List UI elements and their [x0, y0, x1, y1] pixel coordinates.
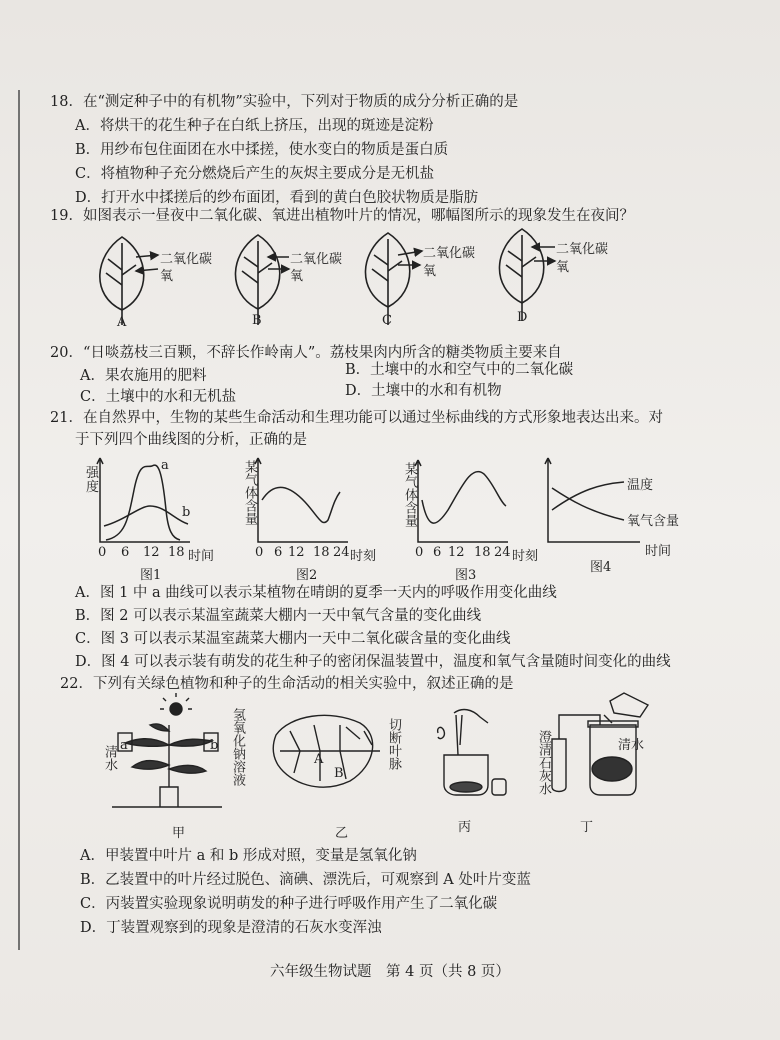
graph-3-ylabel: 某气体含量 — [402, 462, 417, 527]
jia-leaf-a-label: a — [120, 738, 128, 753]
q22-option-a: A．甲装置中叶片 a 和 b 形成对照，变量是氢氧化钠 — [80, 848, 417, 864]
graph-4-temperature-label: 温度 — [627, 478, 654, 493]
apparatus-jia — [112, 693, 222, 807]
graph-2-caption: 图2 — [296, 568, 318, 583]
graph-3-tick-0: 0 — [415, 545, 424, 560]
graph-4-oxygen-label: 氧气含量 — [627, 514, 680, 529]
graph-1-ylabel-2: 度 — [86, 480, 100, 495]
graph-2 — [255, 458, 348, 542]
leaf-d — [499, 229, 555, 321]
leaf-a-caption: A — [117, 315, 127, 330]
leaf-a-co2-label: 二氧化碳 — [160, 252, 213, 267]
leaf-b-caption: B — [252, 313, 262, 328]
q21-option-c: C．图 3 可以表示某温室蔬菜大棚内一天中二氧化碳含量的变化曲线 — [75, 631, 511, 647]
leaf-c-co2-label: 二氧化碳 — [423, 246, 476, 261]
graph-2-tick-12: 12 — [288, 545, 305, 560]
leaf-c — [365, 233, 422, 325]
q20-stem: 20．“日啖荔枝三百颗，不辞长作岭南人”。荔枝果肉内所含的糖类物质主要来自 — [50, 345, 562, 361]
q20-option-c: C．土壤中的水和无机盐 — [80, 389, 237, 405]
bing-caption: 丙 — [458, 820, 472, 835]
graph-1-tick-12: 12 — [143, 545, 160, 560]
q18-option-d: D．打开水中揉搓后的纱布面团，看到的黄白色胶状物质是脂肪 — [75, 190, 479, 206]
q20-option-a: A．果农施用的肥料 — [80, 368, 207, 384]
yi-point-a-label: A — [314, 752, 324, 767]
q22-option-d: D．丁装置观察到的现象是澄清的石灰水变浑浊 — [80, 920, 382, 936]
graph-3 — [415, 460, 508, 542]
graph-3-tick-24: 24 — [494, 545, 511, 560]
leaf-c-o2-label: 氧 — [423, 264, 437, 279]
jia-leaf-b-label: b — [210, 738, 219, 753]
q20-option-b: B．土壤中的水和空气中的二氧化碳 — [345, 362, 574, 378]
ding-lime-water-label: 澄清石灰水 — [536, 730, 551, 795]
graph-2-tick-18: 18 — [313, 545, 330, 560]
leaf-a — [100, 237, 158, 325]
q18-option-a: A．将烘干的花生种子在白纸上挤压，出现的斑迹是淀粉 — [75, 118, 434, 134]
graph-2-tick-6: 6 — [274, 545, 283, 560]
graph-1-curve-b-label: b — [182, 505, 191, 520]
apparatus-bing — [438, 710, 506, 795]
graph-4-caption: 图4 — [590, 560, 612, 575]
leaf-d-o2-label: 氧 — [556, 260, 570, 275]
page-footer: 六年级生物试题 第 4 页（共 8 页） — [270, 964, 510, 980]
q21-option-b: B．图 2 可以表示某温室蔬菜大棚内一天中氧气含量的变化曲线 — [75, 608, 482, 624]
ding-caption: 丁 — [580, 820, 594, 835]
graph-1-tick-18: 18 — [168, 545, 185, 560]
q22-option-c: C．丙装置实验现象说明萌发的种子进行呼吸作用产生了二氧化碳 — [80, 896, 498, 912]
graph-3-tick-18: 18 — [474, 545, 491, 560]
graph-3-caption: 图3 — [455, 568, 477, 583]
leaf-c-caption: C — [382, 313, 392, 328]
leaf-b-co2-label: 二氧化碳 — [290, 252, 343, 267]
q18-stem: 18．在“测定种子中的有机物”实验中，下列对于物质的成分分析正确的是 — [50, 94, 519, 110]
graph-2-xlabel: 时刻 — [350, 549, 377, 564]
q21-stem-line2: 于下列四个曲线图的分析，正确的是 — [75, 432, 307, 448]
yi-point-b-label: B — [334, 766, 344, 781]
graph-2-tick-24: 24 — [333, 545, 350, 560]
leaf-b-o2-label: 氧 — [290, 269, 304, 284]
graph-3-tick-6: 6 — [433, 545, 442, 560]
q20-option-d: D．土壤中的水和有机物 — [345, 383, 502, 399]
graph-1-curve-a-label: a — [161, 458, 169, 473]
graph-1-xlabel: 时间 — [188, 549, 215, 564]
q21-option-d: D．图 4 可以表示装有萌发的花生种子的密闭保温装置中，温度和氧气含量随时间变化的曲线 — [75, 654, 671, 670]
graph-3-xlabel: 时刻 — [512, 549, 539, 564]
graph-4 — [545, 458, 640, 542]
q22-stem: 22．下列有关绿色植物和种子的生命活动的相关实验中，叙述正确的是 — [60, 676, 514, 692]
graph-1-caption: 图1 — [140, 568, 162, 583]
q19-stem: 19．如图表示一昼夜中二氧化碳、氧进出植物叶片的情况，哪幅图所示的现象发生在夜间？ — [50, 208, 634, 224]
q18-option-b: B．用纱布包住面团在水中揉搓，使水变白的物质是蛋白质 — [75, 142, 449, 158]
leaf-d-co2-label: 二氧化碳 — [556, 242, 609, 257]
graph-1-tick-0: 0 — [98, 545, 107, 560]
jia-water-label: 清水 — [102, 745, 117, 771]
graph-1-ylabel-1: 强 — [86, 466, 100, 481]
jia-caption: 甲 — [172, 826, 186, 841]
q21-option-a: A．图 1 中 a 曲线可以表示某植物在晴朗的夏季一天内的呼吸作用变化曲线 — [75, 585, 557, 601]
yi-cut-vein-label: 切断叶脉 — [386, 718, 401, 770]
ding-water-label: 清水 — [618, 738, 645, 753]
leaf-d-caption: D — [517, 310, 528, 325]
graph-3-tick-12: 12 — [448, 545, 465, 560]
q21-stem-line1: 21．在自然界中，生物的某些生命活动和生理功能可以通过坐标曲线的方式形象地表达出来。对 — [50, 410, 663, 426]
graph-2-tick-0: 0 — [255, 545, 264, 560]
leaf-b — [235, 235, 289, 325]
graph-2-ylabel: 某气体含量 — [242, 460, 257, 525]
leaf-a-o2-label: 氧 — [160, 269, 174, 284]
graph-4-xlabel: 时间 — [645, 544, 672, 559]
graph-1 — [97, 458, 190, 542]
q22-option-b: B．乙装置中的叶片经过脱色、滴碘、漂洗后，可观察到 A 处叶片变蓝 — [80, 872, 531, 888]
jia-naoh-label: 氢氧化钠溶液 — [230, 708, 245, 786]
q18-option-c: C．将植物种子充分燃烧后产生的灰烬主要成分是无机盐 — [75, 166, 435, 182]
graph-1-tick-6: 6 — [121, 545, 130, 560]
yi-caption: 乙 — [335, 826, 349, 841]
apparatus-yi — [273, 715, 380, 787]
